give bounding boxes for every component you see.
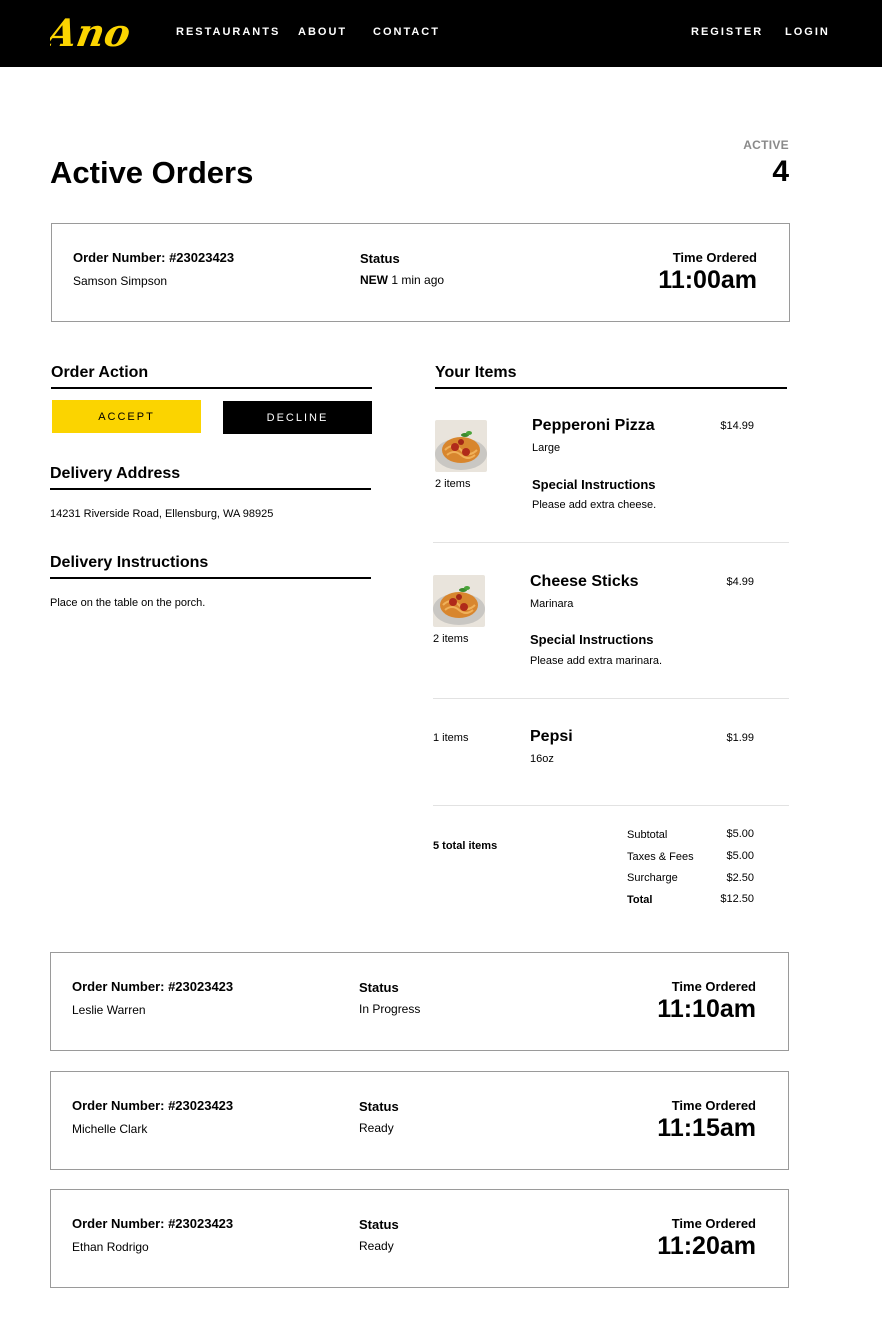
nav-contact[interactable]: CONTACT bbox=[373, 26, 440, 38]
time-ordered-heading: Time Ordered bbox=[671, 979, 756, 994]
subtotal-value: $5.00 bbox=[726, 828, 754, 840]
order-card[interactable] bbox=[50, 1071, 789, 1170]
taxes-label: Taxes & Fees bbox=[627, 851, 694, 863]
active-label: ACTIVE bbox=[743, 138, 789, 152]
nav-register[interactable]: REGISTER bbox=[691, 26, 764, 38]
item-size: 16oz bbox=[530, 753, 554, 765]
item-qty: 2 items bbox=[435, 478, 471, 490]
logo-wordmark-icon bbox=[50, 8, 144, 54]
item-divider bbox=[433, 698, 789, 699]
time-ordered-heading: Time Ordered bbox=[671, 1098, 756, 1113]
time-ordered: 11:00am bbox=[658, 266, 757, 294]
time-ordered-heading: Time Ordered bbox=[672, 250, 757, 265]
active-count: 4 bbox=[772, 155, 789, 188]
delivery-address: 14231 Riverside Road, Ellensburg, WA 98925 bbox=[50, 508, 274, 520]
surcharge-value: $2.50 bbox=[726, 872, 754, 884]
item-divider bbox=[433, 805, 789, 806]
order-number: Order Number: #23023423 bbox=[72, 1216, 234, 1231]
pasta-photo-icon bbox=[433, 575, 485, 627]
total-label: Total bbox=[627, 894, 653, 906]
item-qty: 1 items bbox=[433, 732, 469, 744]
customer-name: Leslie Warren bbox=[72, 1003, 146, 1017]
accept-button[interactable]: ACCEPT bbox=[52, 400, 201, 433]
time-ordered: 11:20am bbox=[657, 1232, 756, 1260]
item-price: $1.99 bbox=[726, 732, 754, 744]
special-instructions: Please add extra marinara. bbox=[530, 655, 663, 667]
nav-login[interactable]: LOGIN bbox=[785, 26, 830, 38]
customer-name: Samson Simpson bbox=[73, 274, 168, 288]
customer-name: Michelle Clark bbox=[72, 1122, 148, 1136]
item-size: Large bbox=[532, 442, 561, 454]
special-instructions-heading: Special Instructions bbox=[532, 477, 656, 492]
status-heading: Status bbox=[359, 980, 399, 995]
order-status: In Progress bbox=[359, 1002, 421, 1016]
special-instructions-heading: Special Instructions bbox=[530, 632, 654, 647]
item-name: Cheese Sticks bbox=[530, 573, 639, 590]
nav-restaurants[interactable]: RESTAURANTS bbox=[176, 26, 281, 38]
order-number: Order Number: #23023423 bbox=[72, 1098, 234, 1113]
brand-logo[interactable] bbox=[50, 8, 144, 54]
time-ordered-heading: Time Ordered bbox=[671, 1216, 756, 1231]
total-items: 5 total items bbox=[433, 840, 498, 852]
status-heading: Status bbox=[359, 1217, 399, 1232]
subtotal-label: Subtotal bbox=[627, 829, 668, 841]
order-card[interactable] bbox=[50, 952, 789, 1051]
order-action-heading: Order Action bbox=[51, 364, 372, 389]
pasta-photo-icon bbox=[435, 420, 487, 472]
item-divider bbox=[433, 542, 789, 543]
order-status: Ready bbox=[359, 1239, 394, 1253]
item-size: Marinara bbox=[530, 598, 574, 610]
item-qty: 2 items bbox=[433, 633, 469, 645]
delivery-address-heading: Delivery Address bbox=[50, 465, 371, 490]
order-status: Ready bbox=[359, 1121, 394, 1135]
item-name: Pepsi bbox=[530, 728, 573, 745]
nav-about[interactable]: ABOUT bbox=[298, 26, 348, 38]
status-heading: Status bbox=[359, 1099, 399, 1114]
status-heading: Status bbox=[360, 251, 400, 266]
svg-text:Ano: Ano bbox=[50, 11, 134, 54]
taxes-value: $5.00 bbox=[726, 850, 754, 862]
item-price: $14.99 bbox=[720, 420, 754, 432]
your-items-heading: Your Items bbox=[435, 364, 787, 389]
item-name: Pepperoni Pizza bbox=[532, 417, 655, 434]
customer-name: Ethan Rodrigo bbox=[72, 1240, 149, 1254]
decline-button[interactable]: DECLINE bbox=[223, 401, 372, 434]
current-order-card[interactable] bbox=[51, 223, 790, 322]
delivery-instructions: Place on the table on the porch. bbox=[50, 597, 206, 609]
order-status bbox=[360, 273, 444, 287]
order-card[interactable] bbox=[50, 1189, 789, 1288]
order-number: Order Number: #23023423 bbox=[73, 250, 235, 265]
special-instructions: Please add extra cheese. bbox=[532, 499, 657, 511]
status-badge: NEW bbox=[360, 273, 388, 287]
time-ordered: 11:15am bbox=[657, 1114, 756, 1142]
status-time-ago: 1 min ago bbox=[391, 273, 445, 287]
total-value: $12.50 bbox=[720, 893, 754, 905]
top-nav bbox=[0, 0, 882, 67]
item-price: $4.99 bbox=[726, 576, 754, 588]
time-ordered: 11:10am bbox=[657, 995, 756, 1023]
surcharge-label: Surcharge bbox=[627, 872, 678, 884]
page-title: Active Orders bbox=[50, 155, 254, 190]
delivery-instructions-heading: Delivery Instructions bbox=[50, 554, 371, 579]
order-number: Order Number: #23023423 bbox=[72, 979, 234, 994]
